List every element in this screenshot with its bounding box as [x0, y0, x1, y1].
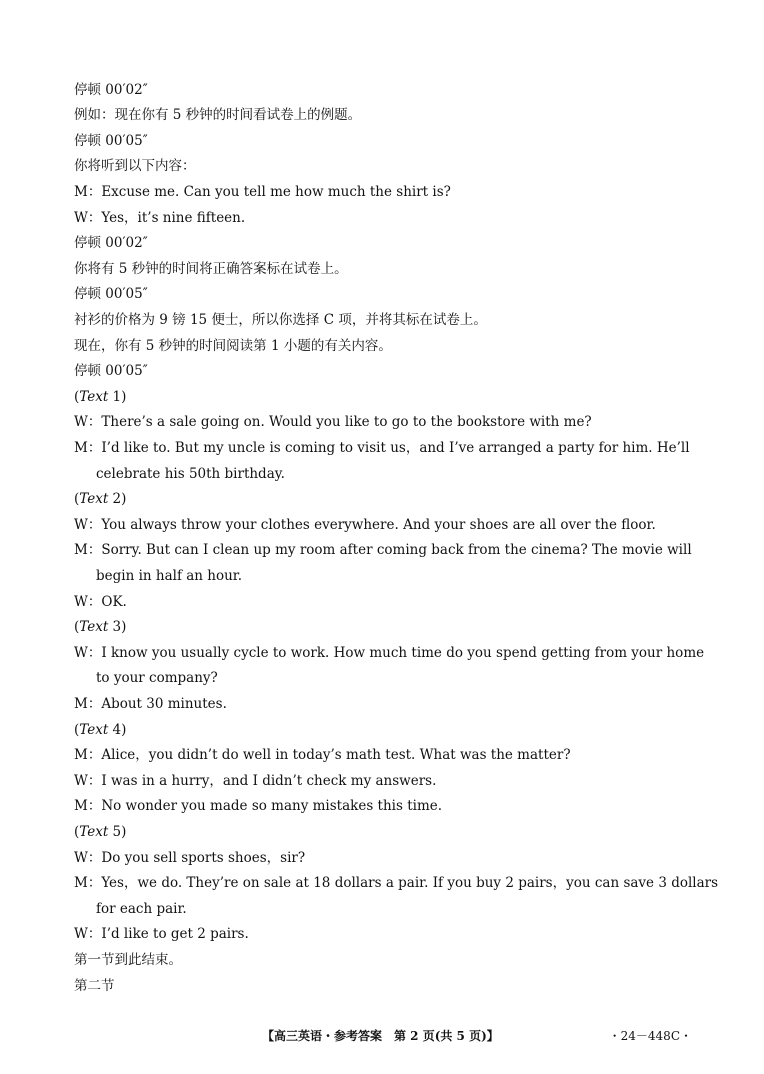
dialogue-line: W：Do you sell sports shoes，sir? [74, 850, 306, 866]
instruction-line: 例如：现在你有 5 秒钟的时间看试卷上的例题。 [74, 107, 362, 123]
text-4-label: (Text 4) [74, 722, 127, 738]
dialogue-line: W：You always throw your clothes everywhere. And your shoes are all over the floor. [74, 517, 656, 533]
text-1-label: (Text 1) [74, 389, 127, 405]
instruction-line: 现在，你有 5 秒钟的时间阅读第 1 小题的有关内容。 [74, 338, 392, 354]
dialogue-line: W：I know you usually cycle to work. How much time do you spend getting from your home [74, 645, 705, 661]
text-5-label: (Text 5) [74, 824, 127, 840]
footer-code: ・24－448C・ [608, 1029, 692, 1043]
dialogue-line: M：Alice，you didn’t do well in today’s math test. What was the matter? [74, 747, 571, 763]
pause-line: 停顿 00′05″ [74, 363, 148, 379]
dialogue-line: W：I was in a hurry，and I didn’t check my answers. [74, 773, 437, 789]
section-heading: 第二节 [74, 978, 115, 994]
dialogue-line: M：No wonder you made so many mistakes this time. [74, 798, 443, 814]
dialogue-line: W：OK. [74, 594, 127, 610]
instruction-line: 你将有 5 秒钟的时间将正确答案标在试卷上。 [74, 261, 348, 277]
instruction-line: 衬衫的价格为 9 镑 15 便士，所以你选择 C 项，并将其标在试卷上。 [74, 312, 487, 328]
dialogue-line: M：Sorry. But can I clean up my room after coming back from the cinema? The movie will [74, 542, 692, 558]
dialogue-line: W：I’d like to get 2 pairs. [74, 926, 249, 942]
text-2-label: (Text 2) [74, 491, 127, 507]
footer-page-info: 【高三英语・参考答案 第 2 页(共 5 页)】 [262, 1029, 499, 1043]
pause-line: 停顿 00′05″ [74, 286, 148, 302]
dialogue-line: M：Excuse me. Can you tell me how much the shirt is? [74, 184, 451, 200]
dialogue-line: M：About 30 minutes. [74, 696, 227, 712]
dialogue-line: M：I’d like to. But my uncle is coming to visit us，and I’ve arranged a party for him. He’ll [74, 440, 690, 456]
pause-line: 停顿 00′02″ [74, 82, 148, 98]
instruction-line: 你将听到以下内容： [74, 158, 196, 174]
pause-line: 停顿 00′02″ [74, 235, 148, 251]
pause-line: 停顿 00′05″ [74, 133, 148, 149]
section-end-line: 第一节到此结束。 [74, 952, 182, 968]
text-3-label: (Text 3) [74, 619, 127, 635]
dialogue-continuation: celebrate his 50th birthday. [96, 466, 285, 482]
dialogue-continuation: to your company? [96, 670, 218, 686]
dialogue-continuation: for each pair. [96, 901, 187, 917]
dialogue-line: W：There’s a sale going on. Would you like to go to the bookstore with me? [74, 414, 592, 430]
dialogue-line: M：Yes，we do. They’re on sale at 18 dollars a pair. If you buy 2 pairs，you can save 3 dollars [74, 875, 719, 891]
dialogue-line: W：Yes，it’s nine fifteen. [74, 210, 246, 226]
dialogue-continuation: begin in half an hour. [96, 568, 243, 584]
